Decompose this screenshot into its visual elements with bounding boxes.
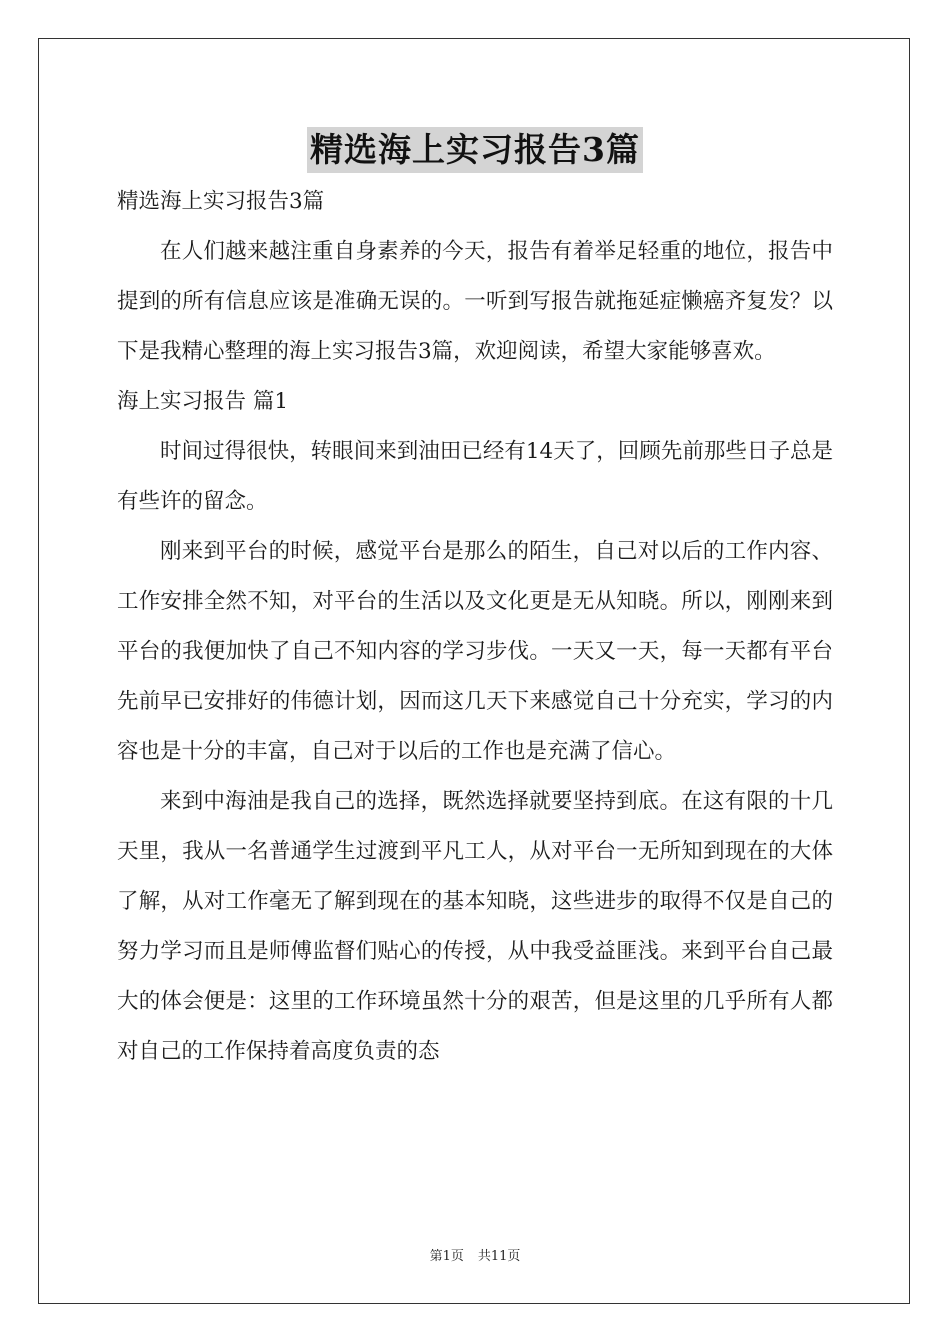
intro-paragraph: 在人们越来越注重自身素养的今天，报告有着举足轻重的地位，报告中提到的所有信息应该是准确无误的。一听到写报告就拖延症懒癌齐复发？以下是我精心整理的海上实习报告3篇，欢迎阅读，希望大家能够喜欢。: [117, 239, 833, 364]
document-subtitle: 精选海上实习报告3篇: [117, 189, 325, 214]
body-paragraph-2: 刚来到平台的时候，感觉平台是那么的陌生，自己对以后的工作内容、工作安排全然不知，对平台的生活以及文化更是无从知晓。所以，刚刚来到平台的我便加快了自己不知内容的学习步伐。一天又一天，每一天都有平台先前早已安排好的伟德计划，因而这几天下来感觉自己十分充实，学习的内容也是十分的丰富，自己对于以后的工作也是充满了信心。: [117, 539, 833, 764]
section-heading: 海上实习报告 篇1: [117, 389, 289, 414]
page-total: 共11页: [477, 1249, 521, 1264]
body-paragraph-1: 时间过得很快，转眼间来到油田已经有14天了，回顾先前那些日子总是有些许的留念。: [117, 439, 833, 514]
document-title-text: 精选海上实习报告3篇: [307, 127, 643, 173]
document-body: [117, 177, 833, 1077]
page-number: 第1页: [429, 1249, 464, 1264]
document-title: [0, 127, 950, 173]
page-footer: [0, 1245, 950, 1264]
body-paragraph-3: 来到中海油是我自己的选择，既然选择就要坚持到底。在这有限的十几天里，我从一名普通学生过渡到平凡工人，从对平台一无所知到现在的大体了解，从对工作毫无了解到现在的基本知晓，这些进步的取得不仅是自己的努力学习而且是师傅监督们贴心的传授，从中我受益匪浅。来到平台自己最大的体会便是：这里的工作环境虽然十分的艰苦，但是这里的几乎所有人都对自己的工作保持着高度负责的态: [117, 789, 833, 1064]
